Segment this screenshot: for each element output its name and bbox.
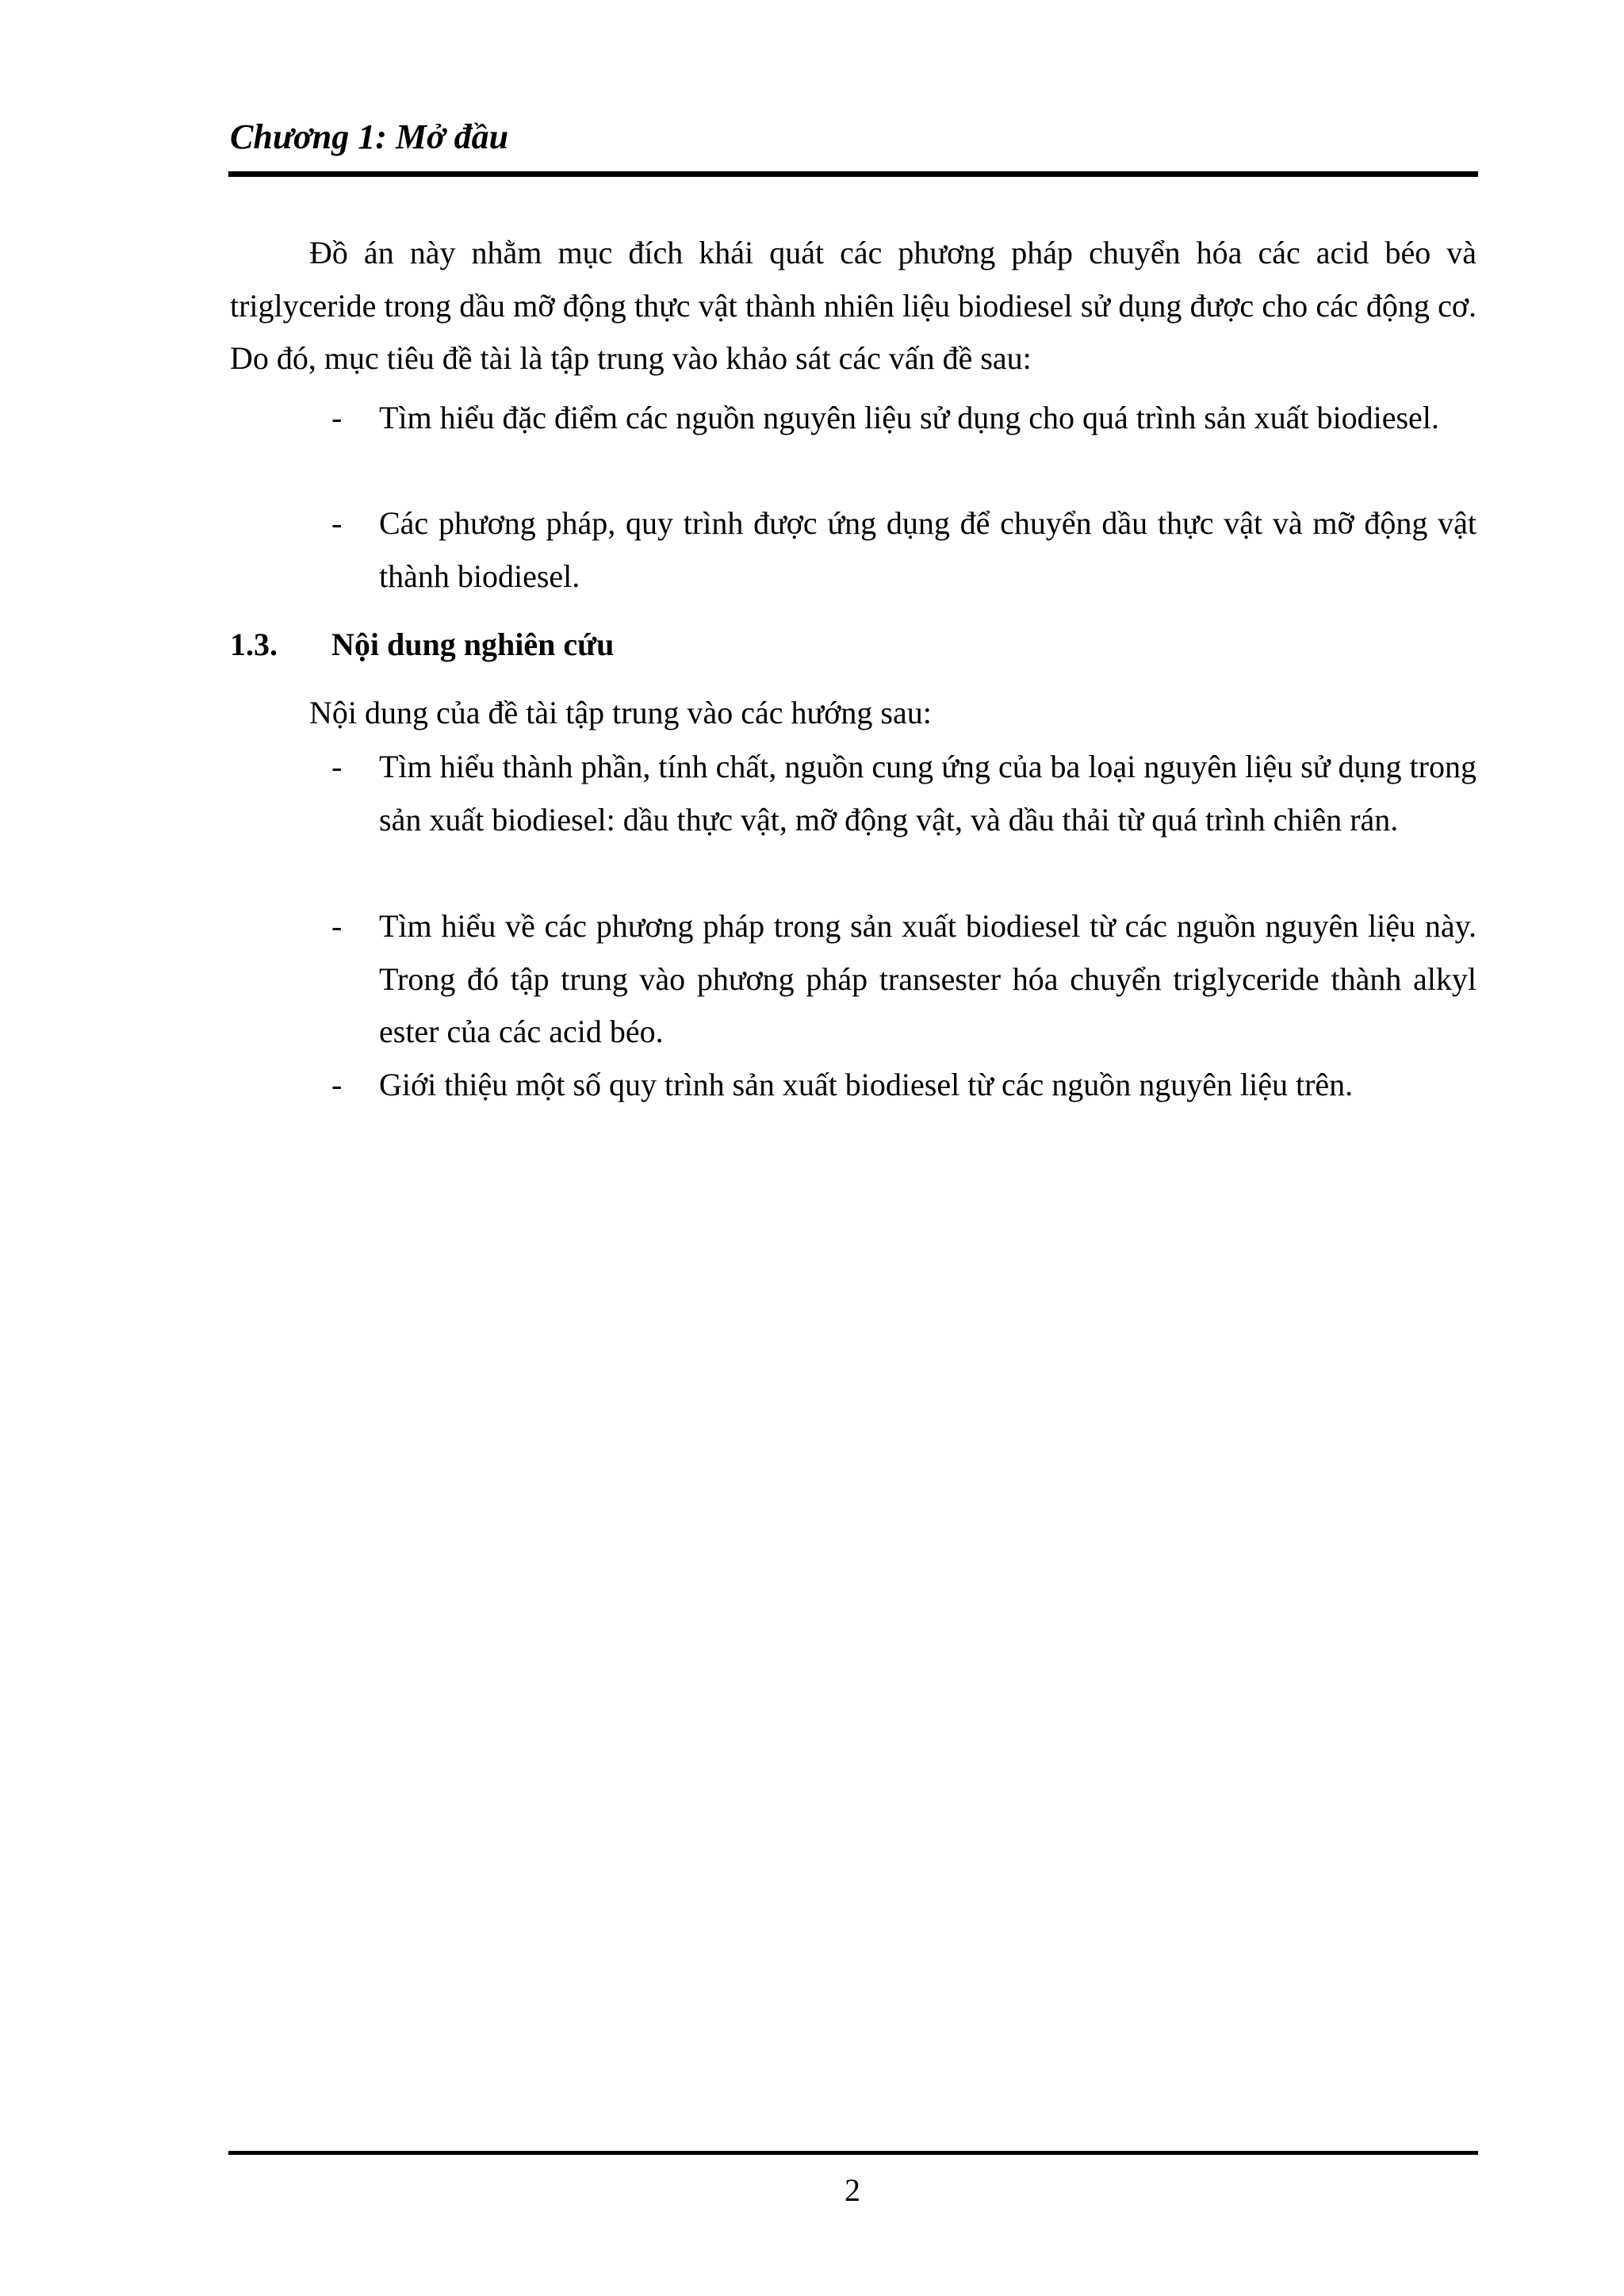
bullet-dash: -	[331, 400, 343, 435]
objective-text: Các phương pháp, quy trình được ứng dụng để chuyển dầu thực vật và mỡ động vật thành biodiesel.	[379, 505, 1477, 594]
section-heading	[230, 619, 614, 672]
bullet-dash: -	[331, 505, 343, 541]
section-title: Nội dung nghiên cứu	[331, 627, 615, 662]
research-item-text: Giới thiệu một số quy trình sản xuất biodiesel từ các nguồn nguyên liệu trên.	[379, 1067, 1354, 1102]
research-item	[333, 1059, 1477, 1112]
section-number: 1.3.	[230, 627, 278, 662]
footer-divider	[228, 2151, 1478, 2155]
page-number: 2	[845, 2172, 860, 2208]
objective-item	[333, 497, 1477, 603]
header-divider	[228, 171, 1478, 177]
bullet-dash: -	[331, 908, 343, 944]
research-item-text: Tìm hiểu về các phương pháp trong sản xuất biodiesel từ các nguồn nguyên liệu này. Trong đó tập trung vào phương pháp transester hóa chuyển triglyceride thành alkyl ester của các acid béo.	[379, 908, 1477, 1049]
objective-text: Tìm hiểu đặc điểm các nguồn nguyên liệu sử dụng cho quá trình sản xuất biodiesel.	[379, 400, 1439, 435]
intro-paragraph: Đồ án này nhằm mục đích khái quát các phương pháp chuyển hóa các acid béo và triglyceride trong dầu mỡ động thực vật thành nhiên liệu biodiesel sử dụng được cho các động cơ. Do đó, mục tiêu đề tài là tập trung vào khảo sát các vấn đề sau:	[230, 235, 1477, 376]
research-item	[333, 741, 1477, 846]
research-item	[333, 900, 1477, 1059]
research-item-text: Tìm hiểu thành phần, tính chất, nguồn cung ứng của ba loại nguyên liệu sử dụng trong sản xuất biodiesel: dầu thực vật, mỡ động vật, và dầu thải từ quá trình chiên rán.	[379, 749, 1477, 838]
bullet-dash: -	[331, 749, 343, 784]
section-intro: Nội dung của đề tài tập trung vào các hướng sau:	[309, 695, 932, 730]
objective-item	[333, 392, 1477, 445]
bullet-dash: -	[331, 1067, 343, 1102]
chapter-header-title: Chương 1: Mở đầu	[230, 117, 509, 156]
